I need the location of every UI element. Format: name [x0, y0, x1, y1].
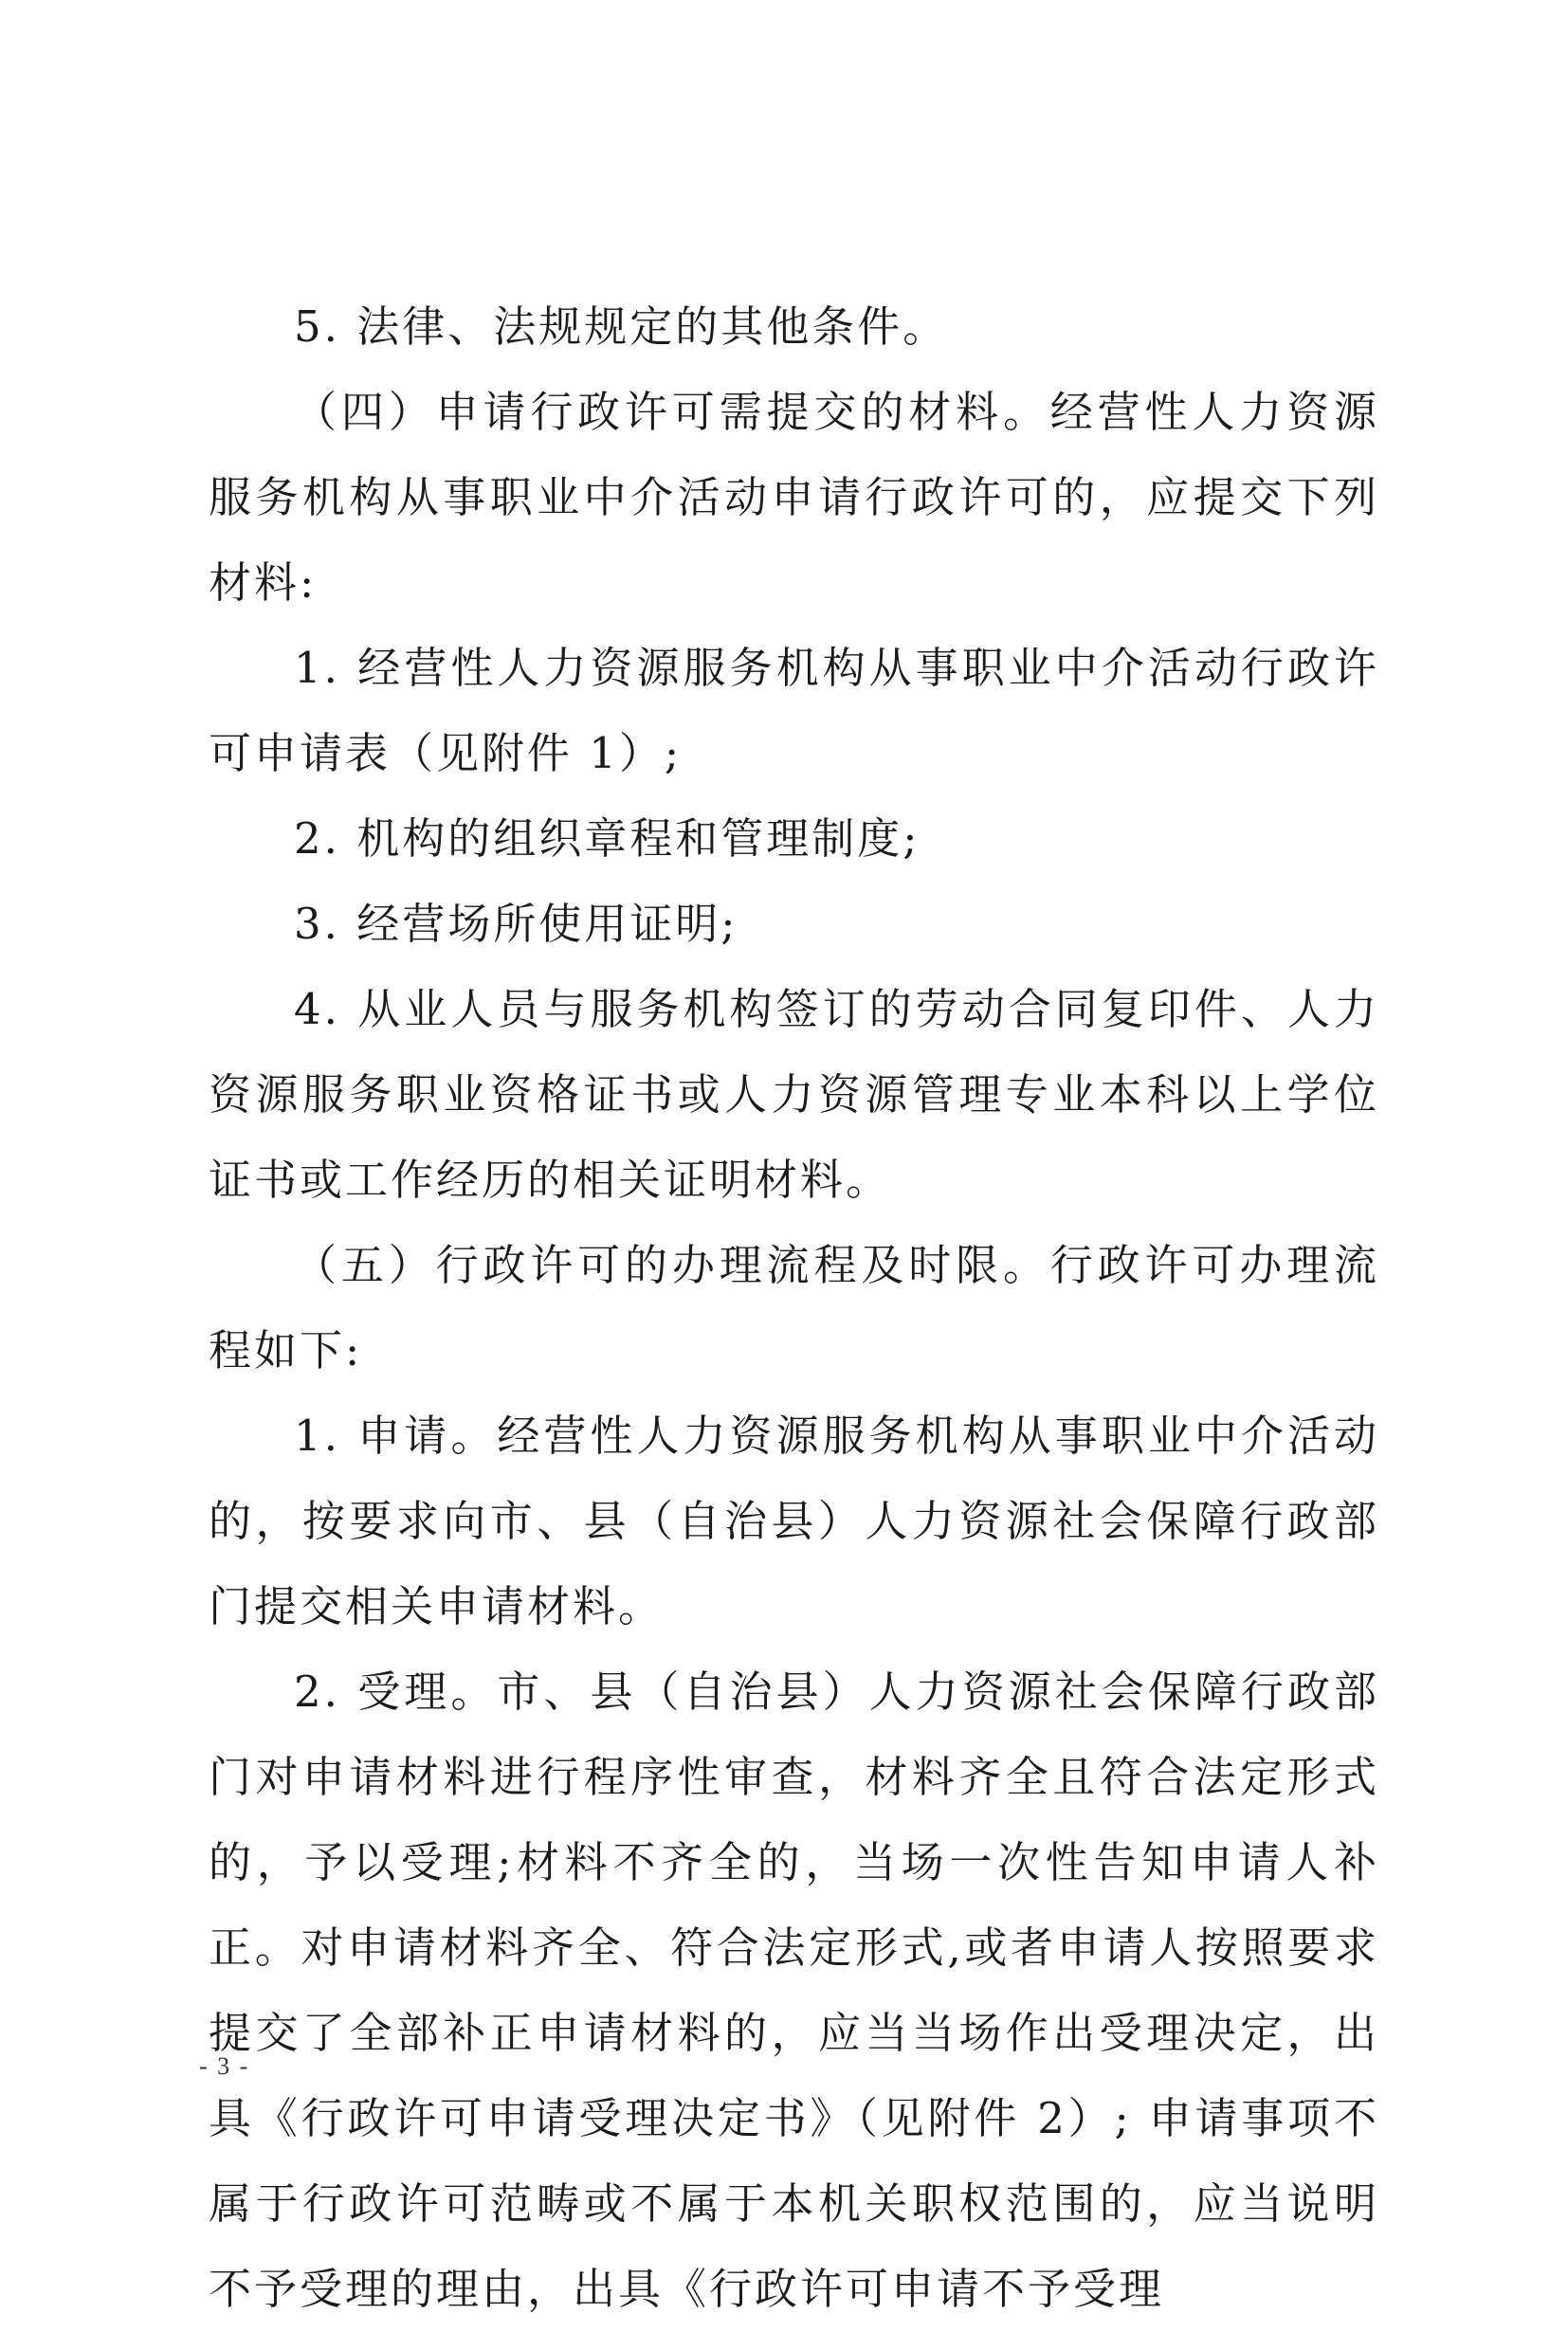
- page-number: - 3 -: [199, 2052, 250, 2080]
- paragraph-section-5-heading: （五）行政许可的办理流程及时限。行政许可办理流程如下:: [209, 1240, 1379, 1376]
- paragraph-process-apply: 1. 申请。经营性人力资源服务机构从事职业中介活动的，按要求向市、县（自治县）人力资源社会保障行政部门提交相关申请材料。: [209, 1411, 1379, 1631]
- paragraph-process-accept: 2. 受理。市、县（自治县）人力资源社会保障行政部门对申请材料进行程序性审查，材料齐全且符合法定形式的，予以受理;材料不齐全的，当场一次性告知申请人补正。对申请材料齐全、符合法定形式,或者申请人按照要求提交了全部补正申请材料的，应当当场作出受理决定，出具《行政许可申请受理决定书》（见附件 2）; 申请事项不属于行政许可范畴或不属于本机关职权范围的，应当说明不予受理的理由，出具《行政许可申请不予受理: [209, 1667, 1379, 2314]
- paragraph-material-4: 4. 从业人员与服务机构签订的劳动合同复印件、人力资源服务职业资格证书或人力资源管理专业本科以上学位证书或工作经历的相关证明材料。: [209, 984, 1379, 1205]
- paragraph-condition-5: 5. 法律、法规规定的其他条件。: [294, 301, 949, 352]
- paragraph-section-4-heading: （四）申请行政许可需提交的材料。经营性人力资源服务机构从事职业中介活动申请行政许可的，应提交下列材料:: [209, 387, 1379, 608]
- paragraph-material-1: 1. 经营性人力资源服务机构从事职业中介活动行政许可申请表（见附件 1）;: [209, 643, 1379, 778]
- paragraph-material-2: 2. 机构的组织章程和管理制度;: [294, 813, 921, 864]
- paragraph-material-3: 3. 经营场所使用证明;: [294, 899, 738, 949]
- body-text: [209, 284, 1379, 2332]
